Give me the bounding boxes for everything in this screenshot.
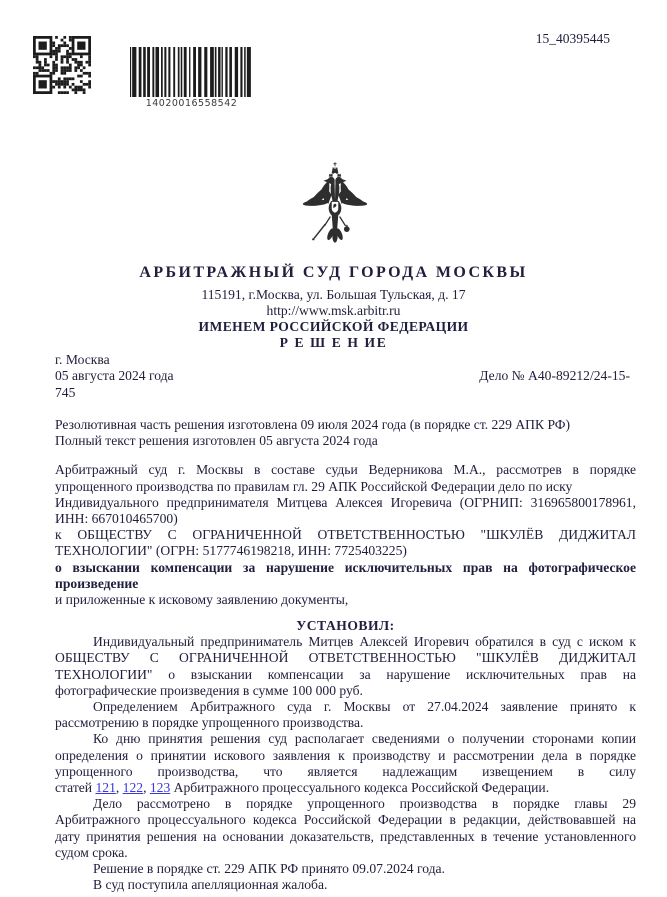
in-the-name-line: ИМЕНЕМ РОССИЙСКОЙ ФЕДЕРАЦИИ xyxy=(198,319,469,334)
text-line: ИНН: 667010465700) xyxy=(55,510,178,526)
statute-link[interactable]: 121 xyxy=(95,779,116,795)
barcode-number: 14020016558542 xyxy=(145,98,238,109)
text-line: судом срока. xyxy=(55,844,128,860)
case-number: Дело № А40-89212/24-15- xyxy=(479,368,630,383)
text-line: определения о принятии искового заявления к производству и рассмотрении дела в порядке xyxy=(55,747,636,763)
text-line: Резолютивная часть решения изготовлена 09 июля 2024 года (в порядке ст. 229 АПК РФ) xyxy=(55,417,571,432)
decision-date: 05 августа 2024 года xyxy=(55,368,174,383)
section-heading: УСТАНОВИЛ: xyxy=(296,618,395,634)
court-name: АРБИТРАЖНЫЙ СУД ГОРОДА МОСКВЫ xyxy=(139,264,528,281)
text-line: ТЕХНОЛОГИИ" (ОГРН: 5177746198218, ИНН: 7725403225) xyxy=(55,543,407,559)
text-line: о взыскании компенсации за нарушение исключительных прав на фотографическое xyxy=(55,559,636,575)
text-line: Индивидуальный предприниматель Митцев Алексей Игоревич обратился в суд с иском к xyxy=(93,634,636,650)
text-line: упрощенного производства по правилам гл. 29 АПК Российской Федерации дело по иску xyxy=(55,478,573,494)
qr-code-icon xyxy=(33,36,91,94)
text-line: Дело рассмотрено в порядке упрощенного производства в порядке главы 29 xyxy=(93,796,636,812)
barcode-icon xyxy=(130,47,253,97)
text-segment: статей xyxy=(55,779,96,795)
text-line: фотографические произведения в сумме 100 000 руб. xyxy=(55,682,363,698)
decision-title: Р Е Ш Е Н ИЕ xyxy=(279,335,388,350)
text-line xyxy=(55,780,636,796)
barcode xyxy=(130,47,253,109)
court-address: 115191, г.Москва, ул. Большая Тульская, д. 17 xyxy=(201,287,466,302)
text-line: к ОБЩЕСТВУ С ОГРАНИЧЕННОЙ ОТВЕТСТВЕННОСТЬЮ "ШКУЛЁВ ДИДЖИТАЛ xyxy=(55,527,636,543)
text-line: Арбитражный суд г. Москвы в составе судьи Ведерникова М.А., рассмотрев в порядке xyxy=(55,462,636,478)
text-line: Арбитражного процессуального кодекса Российской Федерации в редакции, действовавшей на xyxy=(55,812,636,828)
text-line: Ко дню принятия решения суд располагает сведениями о получении сторонами копии xyxy=(93,731,636,747)
text-line: Индивидуального предпринимателя Митцева Алексея Игоревича (ОГРНИП: 316965800178961, xyxy=(55,494,636,510)
document-number: 15_40395445 xyxy=(535,31,610,46)
text-line: рассмотрению в порядке упрощенного производства. xyxy=(55,715,364,731)
text-line: Полный текст решения изготовлен 05 августа 2024 года xyxy=(55,433,378,449)
statute-link[interactable]: 123 xyxy=(149,779,171,795)
text-line: Определением Арбитражного суда г. Москвы от 27.04.2024 заявление принято к xyxy=(93,699,636,715)
spacer xyxy=(55,449,636,462)
document-body xyxy=(55,417,636,893)
text-segment: , xyxy=(143,779,150,795)
text-line: произведение xyxy=(55,575,139,591)
case-number-tail: 745 xyxy=(55,385,76,400)
text-line: В суд поступила апелляционная жалоба. xyxy=(93,877,328,893)
text-segment: , xyxy=(115,779,123,795)
text-line: упрощенного производства, что является надлежащим извещением в силу xyxy=(55,763,636,779)
text-line: и приложенные к исковому заявлению документы, xyxy=(55,591,349,607)
text-line: ТЕХНОЛОГИИ" о взыскании компенсации за нарушение исключительных прав на xyxy=(55,666,636,682)
text-segment: Арбитражного процессуального кодекса Российской Федерации. xyxy=(170,779,550,795)
text-line: дату принятия решения на основании доказательств, представленных в течение установленного xyxy=(55,828,636,844)
coat-of-arms-icon xyxy=(293,160,377,258)
text-line: Решение в порядке ст. 229 АПК РФ принято 09.07.2024 года. xyxy=(93,860,445,876)
court-website: http://www.msk.arbitr.ru xyxy=(266,303,401,318)
statute-link[interactable]: 122 xyxy=(122,779,144,795)
text-line: ОБЩЕСТВУ С ОГРАНИЧЕННОЙ ОТВЕТСТВЕННОСТЬЮ "ШКУЛЁВ ДИДЖИТАЛ xyxy=(55,650,636,666)
city-label: г. Москва xyxy=(55,352,110,367)
